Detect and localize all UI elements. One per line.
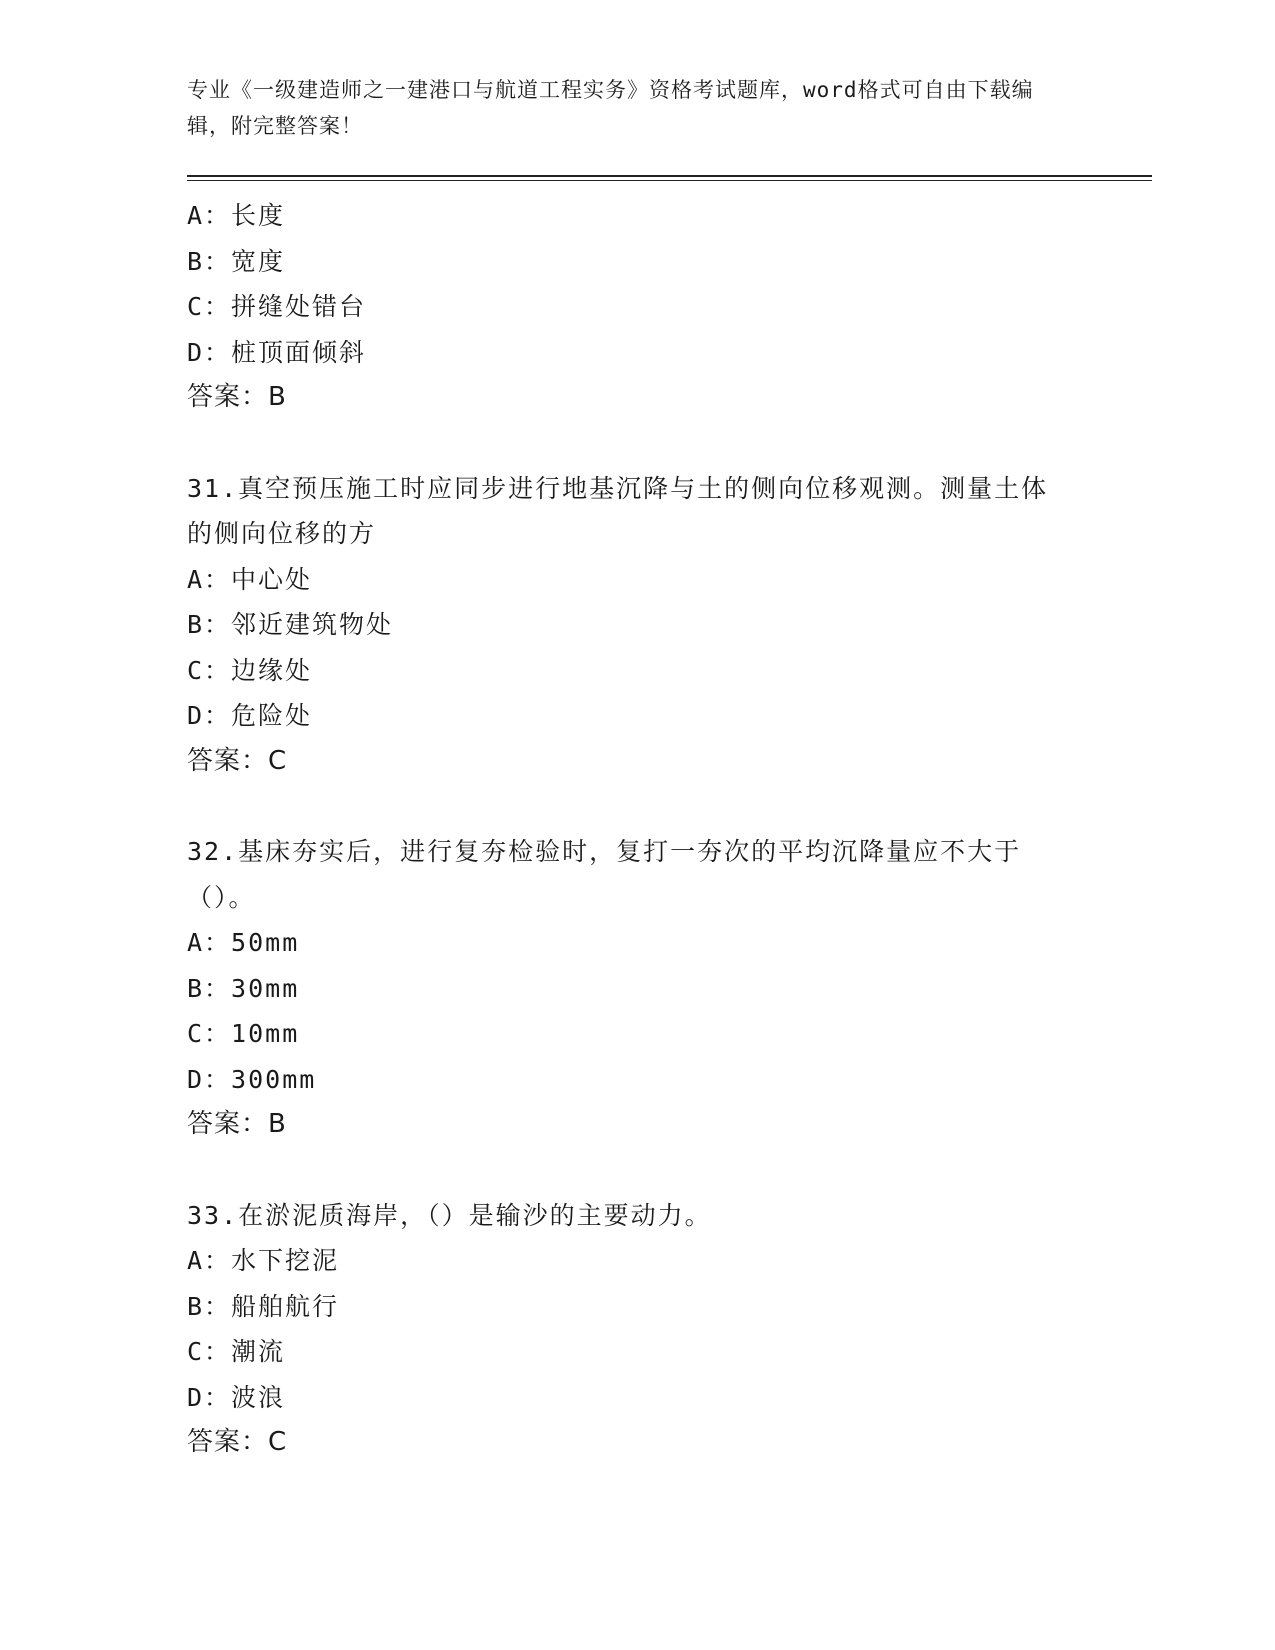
question-block — [187, 193, 1152, 421]
header-divider — [187, 175, 1152, 181]
option-b: B：船舶航行 — [187, 1291, 340, 1321]
option-c: C：拼缝处错台 — [187, 292, 367, 321]
answer-line: 答案：B — [187, 1109, 287, 1139]
question-block — [187, 1193, 1152, 1466]
option-b: B：30mm — [187, 973, 300, 1003]
answer-line: 答案：C — [187, 745, 288, 776]
option-d: D：波浪 — [187, 1382, 286, 1412]
option-c: C：潮流 — [187, 1337, 286, 1366]
question-list — [187, 193, 1152, 1466]
option-d: D：300mm — [187, 1064, 317, 1094]
option-a: A：中心处 — [187, 564, 313, 594]
question-block — [187, 466, 1152, 785]
question-stem: 33.在淤泥质海岸，（）是输沙的主要动力。 — [187, 1200, 712, 1230]
option-b: B：邻近建筑物处 — [187, 610, 394, 639]
option-d: D：桩顶面倾斜 — [187, 337, 367, 367]
document-intro: 专业《一级建造师之一建港口与航道工程实务》资格考试题库，word格式可自由下载编辑，附完整答案！ — [187, 78, 1034, 138]
option-b: B：宽度 — [187, 246, 286, 276]
answer-line: 答案：B — [187, 382, 287, 412]
option-c: C：10mm — [187, 1019, 300, 1048]
question-block — [187, 829, 1152, 1148]
question-stem: 31.真空预压施工时应同步进行地基沉降与土的侧向位移观测。测量土体的侧向位移的方 — [187, 473, 1049, 548]
answer-line: 答案：C — [187, 1427, 288, 1457]
question-stem: 32.基床夯实后，进行复夯检验时，复打一夯次的平均沉降量应不大于（）。 — [187, 837, 1022, 912]
option-a: A：水下挖泥 — [187, 1246, 340, 1275]
option-a: A：50mm — [187, 928, 300, 957]
option-d: D：危险处 — [187, 701, 313, 730]
option-c: C：边缘处 — [187, 655, 313, 685]
option-a: A：长度 — [187, 201, 286, 230]
document-page — [187, 72, 1152, 1466]
